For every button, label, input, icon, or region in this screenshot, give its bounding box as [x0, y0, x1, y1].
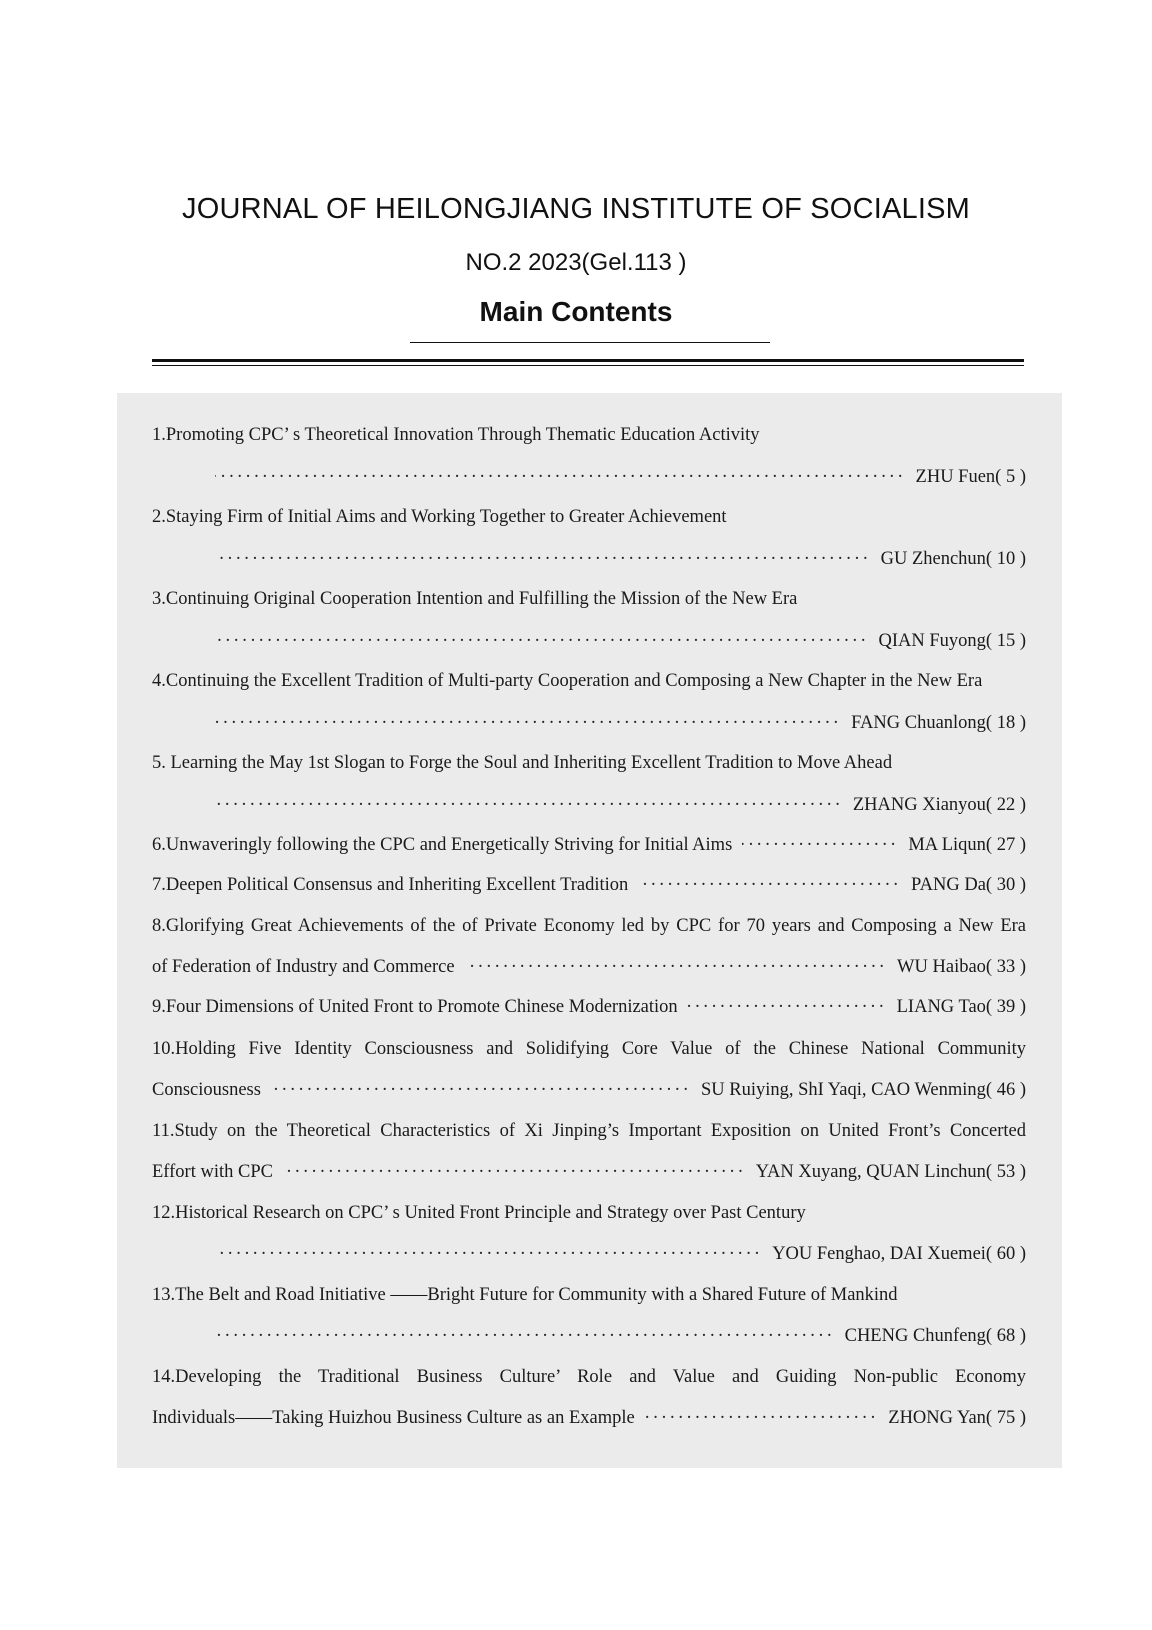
- toc-entry-3-leader: [205, 626, 1026, 656]
- toc-entry-1-title[interactable]: 1.Promoting CPC’ s Theoretical Innovation Through Thematic Education Activity: [152, 425, 760, 445]
- toc-entry-8-cont[interactable]: [152, 952, 1026, 982]
- toc-entry-1-leader: [205, 462, 1026, 492]
- dot-leader: [688, 992, 887, 1022]
- toc-entry-1-author: ZHU Fuen( 5 ): [915, 467, 1026, 487]
- toc-entry-11-cont[interactable]: [152, 1157, 1026, 1187]
- toc-entry-14-cont[interactable]: [152, 1403, 1026, 1433]
- toc-entry-5-author: ZHANG Xianyou( 22 ): [852, 795, 1026, 815]
- dot-leader: [742, 830, 898, 860]
- toc-entry-9[interactable]: [152, 992, 1026, 1022]
- toc-entry-4-author: FANG Chuanlong( 18 ): [851, 713, 1026, 733]
- toc-entry-11-title-cont: Effort with CPC: [152, 1162, 273, 1182]
- toc-entry-10-title[interactable]: 10.Holding Five Identity Consciousness and Solidifying Core Value of the Chinese National Community: [152, 1039, 1026, 1059]
- toc-entry-13-title[interactable]: 13.The Belt and Road Initiative ——Bright Future for Community with a Shared Future of Mankind: [152, 1285, 898, 1305]
- dot-leader: [465, 952, 887, 982]
- toc-entry-10-cont[interactable]: [152, 1075, 1026, 1105]
- dot-leader: [215, 544, 871, 574]
- toc-entry-14-title[interactable]: 14.Developing the Traditional Business Culture’ Role and Value and Guiding Non-public Economy: [152, 1367, 1026, 1387]
- dot-leader: [645, 1403, 879, 1433]
- toc-entry-10-title-cont: Consciousness: [152, 1080, 261, 1100]
- toc-entry-5-leader: [205, 790, 1026, 820]
- toc-entry-11-title[interactable]: 11.Study on the Theoretical Characteristics of Xi Jinping’s Important Exposition on United Front’s Concerted: [152, 1121, 1026, 1141]
- journal-title: JOURNAL OF HEILONGJIANG INSTITUTE OF SOCIALISM: [182, 193, 970, 225]
- double-divider: [152, 359, 1024, 366]
- toc-entry-11-author: YAN Xuyang, QUAN Linchun( 53 ): [755, 1162, 1026, 1182]
- toc-entry-7-title: 7.Deepen Political Consensus and Inheriting Excellent Tradition: [152, 875, 629, 895]
- toc-entry-13-leader: [205, 1321, 1026, 1351]
- dot-leader: [215, 626, 869, 656]
- toc-entry-9-author: LIANG Tao( 39 ): [896, 997, 1026, 1017]
- toc-entry-10-author: SU Ruiying, ShI Yaqi, CAO Wenming( 46 ): [700, 1080, 1026, 1100]
- toc-entry-7[interactable]: [152, 870, 1026, 900]
- toc-entry-5-title[interactable]: 5. Learning the May 1st Slogan to Forge the Soul and Inheriting Excellent Tradition to Move Ahead: [152, 753, 893, 773]
- toc-entry-7-author: PANG Da( 30 ): [911, 875, 1026, 895]
- heading-underline: [410, 342, 770, 343]
- issue-number: NO.2 2023(Gel.113 ): [465, 249, 687, 276]
- dot-leader: [283, 1157, 746, 1187]
- toc-entry-4-title[interactable]: 4.Continuing the Excellent Tradition of Multi-party Cooperation and Composing a New Chapter in the New Era: [152, 671, 983, 691]
- toc-entry-4-leader: [205, 708, 1026, 738]
- dot-leader: [215, 708, 841, 738]
- toc-entry-13-author: CHENG Chunfeng( 68 ): [844, 1326, 1026, 1346]
- toc-entry-12-title[interactable]: 12.Historical Research on CPC’ s United Front Principle and Strategy over Past Century: [152, 1203, 806, 1223]
- toc-entry-14-author: ZHONG Yan( 75 ): [888, 1408, 1026, 1428]
- toc-entry-2-author: GU Zhenchun( 10 ): [880, 549, 1026, 569]
- toc-entry-3-title[interactable]: 3.Continuing Original Cooperation Intention and Fulfilling the Mission of the New Era: [152, 589, 798, 609]
- toc-entry-12-author: YOU Fenghao, DAI Xuemei( 60 ): [772, 1244, 1026, 1264]
- toc-entry-6-author: MA Liqun( 27 ): [908, 835, 1026, 855]
- toc-entry-12-leader: [205, 1239, 1026, 1269]
- toc-entry-6-title: 6.Unwaveringly following the CPC and Energetically Striving for Initial Aims: [152, 835, 733, 855]
- toc-entry-9-title: 9.Four Dimensions of United Front to Promote Chinese Modernization: [152, 997, 678, 1017]
- dot-leader: [271, 1075, 691, 1105]
- toc-entry-8-title[interactable]: 8.Glorifying Great Achievements of the of Private Economy led by CPC for 70 years and Composing a New Era: [152, 916, 1026, 936]
- toc-entry-2-title[interactable]: 2.Staying Firm of Initial Aims and Working Together to Greater Achievement: [152, 507, 727, 527]
- toc-entry-14-title-cont: Individuals——Taking Huizhou Business Culture as an Example: [152, 1408, 635, 1428]
- contents-heading: Main Contents: [479, 296, 673, 327]
- dot-leader: [215, 1239, 762, 1269]
- toc-entry-6[interactable]: [152, 830, 1026, 860]
- dot-leader: [638, 870, 901, 900]
- dot-leader: [215, 462, 906, 492]
- toc-entry-2-leader: [205, 544, 1026, 574]
- dot-leader: [215, 1321, 835, 1351]
- dot-leader: [215, 790, 843, 820]
- toc-entry-8-title-cont: of Federation of Industry and Commerce: [152, 957, 455, 977]
- toc-entry-8-author: WU Haibao( 33 ): [897, 957, 1026, 977]
- toc-entry-3-author: QIAN Fuyong( 15 ): [878, 631, 1026, 651]
